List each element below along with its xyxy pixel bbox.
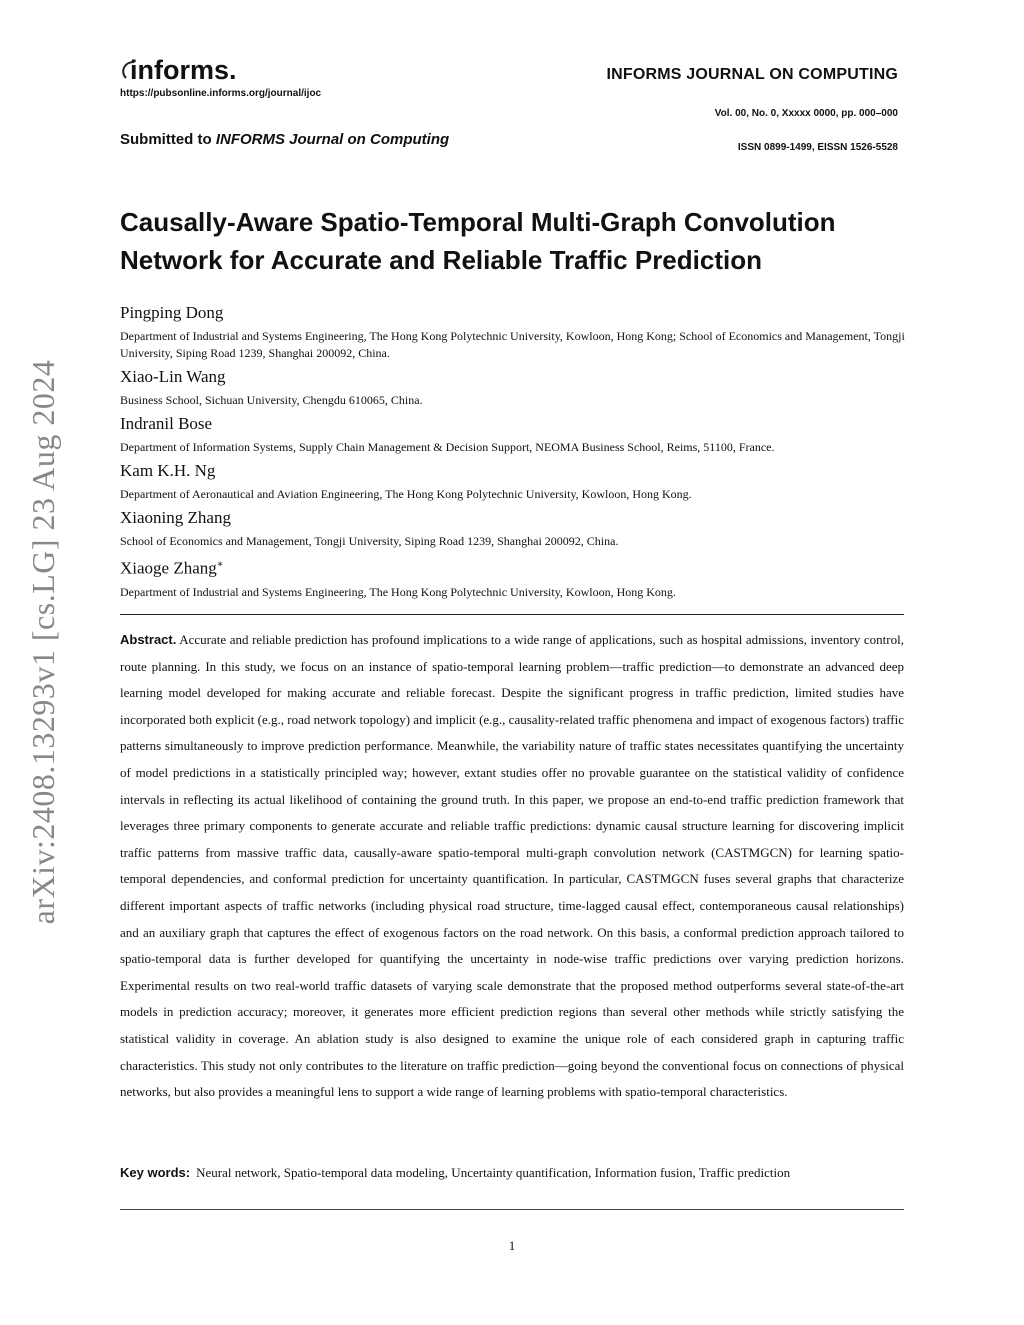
- informs-logo: [120, 54, 250, 88]
- author-name-text: Xiaoge Zhang: [120, 558, 217, 578]
- author-block: [120, 508, 910, 550]
- author-affiliation: Business School, Sichuan University, Chengdu 610065, China.: [120, 393, 423, 407]
- author-name: Indranil Bose: [120, 414, 213, 433]
- keywords: [120, 1163, 904, 1183]
- corresponding-mark: ∗: [216, 559, 224, 570]
- arxiv-stamp: arXiv:2408.13293v1 [cs.LG] 23 Aug 2024: [25, 359, 61, 925]
- section-divider: [120, 1209, 904, 1210]
- section-divider: [120, 614, 904, 615]
- logo-text: informs.: [130, 55, 237, 85]
- submitted-journal: INFORMS Journal on Computing: [215, 131, 450, 148]
- author-name: Xiao-Lin Wang: [120, 367, 226, 386]
- author-block: [120, 461, 910, 503]
- abstract-text: Accurate and reliable prediction has profound implications to a wide range of applications, such as hospital admissions, inventory control, route planning. In this study, we focus on an instance of spatio-temporal learning problem—traffic prediction—to demonstrate an advanced deep learning model developed for making accurate and reliable forecast. Despite the significant progress in traffic prediction, limited studies have incorporated both explicit (e.g., road network topology) and implicit (e.g., causality-related traffic phenomena and impact of exogenous factors) traffic patterns simultaneously to improve prediction performance. Meanwhile, the variability nature of traffic states necessitates quantifying the uncertainty of model predictions in a statistically principled way; however, extant studies offer no provable guarantee on the statistical validity of confidence intervals in reflecting its actual likelihood of containing the ground truth. In this paper, we propose an end-to-end traffic prediction framework that leverages three primary components to generate accurate and reliable traffic predictions: dynamic causal structure learning for discovering implicit traffic patterns from massive traffic data, causally-aware spatio-temporal multi-graph convolution network (CASTMGCN) for learning spatio-temporal dependencies, and conformal prediction for uncertainty quantification. In particular, CASTMGCN fuses several graphs that characterize different important aspects of traffic networks (including physical road structure, time-lagged causal effect, contemporaneous causal relationships) and an auxiliary graph that captures the effect of exogenous factors on the road network. On this basis, a conformal prediction approach tailored to spatio-temporal data is further developed for quantifying the uncertainty in node-wise traffic predictions over varying prediction horizons. Experimental results on two real-world traffic datasets of varying scale demonstrate that the proposed method outperforms several state-of-the-art models in prediction accuracy; moreover, it generates more efficient prediction regions than several other methods while strictly satisfying the statistical validity in coverage. An ablation study is also designed to examine the unique role of each considered graph in capturing traffic characteristics. This study not only contributes to the literature on traffic prediction—going beyond the conventional focus on connections of physical networks, but also provides a meaningful lens to support a wide range of learning problems with spatio-temporal characteristics.: [120, 632, 904, 1100]
- author-affiliation: Department of Information Systems, Supply Chain Management & Decision Support, NEOMA Business School, Reims, 51100, France.: [120, 440, 775, 454]
- issn-line: ISSN 0899-1499, EISSN 1526-5528: [737, 142, 898, 153]
- author-name: Kam K.H. Ng: [120, 461, 216, 480]
- journal-name: INFORMS JOURNAL ON COMPUTING: [606, 66, 898, 83]
- volume-line: Vol. 00, No. 0, Xxxxx 0000, pp. 000–000: [714, 108, 898, 119]
- abstract: [120, 627, 904, 1106]
- submitted-line: [120, 131, 449, 148]
- journal-url[interactable]: https://pubsonline.informs.org/journal/ijoc: [120, 88, 322, 99]
- page-number: 1: [508, 1238, 516, 1253]
- author-affiliation: Department of Industrial and Systems Engineering, The Hong Kong Polytechnic University, Kowloon, Hong Kong; School of Economics and Management, Tongji University, Siping Road 1239, Shanghai 200092, China.: [120, 329, 905, 360]
- keywords-text: Neural network, Spatio-temporal data modeling, Uncertainty quantification, Information fusion, Traffic prediction: [196, 1165, 791, 1180]
- author-affiliation: Department of Aeronautical and Aviation Engineering, The Hong Kong Polytechnic University, Kowloon, Hong Kong.: [120, 487, 692, 501]
- author-affiliation: School of Economics and Management, Tongji University, Siping Road 1239, Shanghai 200092, China.: [120, 534, 619, 548]
- keywords-label: Key words:: [120, 1165, 191, 1180]
- author-block: [120, 414, 910, 456]
- abstract-label: Abstract.: [120, 632, 177, 647]
- author-name: [120, 555, 910, 579]
- title-line: Network for Accurate and Reliable Traffic Prediction: [120, 245, 762, 275]
- author-block: [120, 555, 910, 601]
- title-line: Causally-Aware Spatio-Temporal Multi-Graph Convolution: [120, 207, 836, 237]
- author-affiliation: Department of Industrial and Systems Engineering, The Hong Kong Polytechnic University, Kowloon, Hong Kong.: [120, 584, 676, 599]
- author-block: [120, 367, 910, 409]
- submitted-prefix: Submitted to: [120, 131, 216, 148]
- author-block: [120, 303, 910, 362]
- paper-title: [120, 203, 910, 279]
- author-name: Xiaoning Zhang: [120, 508, 231, 527]
- author-name: Pingping Dong: [120, 303, 224, 322]
